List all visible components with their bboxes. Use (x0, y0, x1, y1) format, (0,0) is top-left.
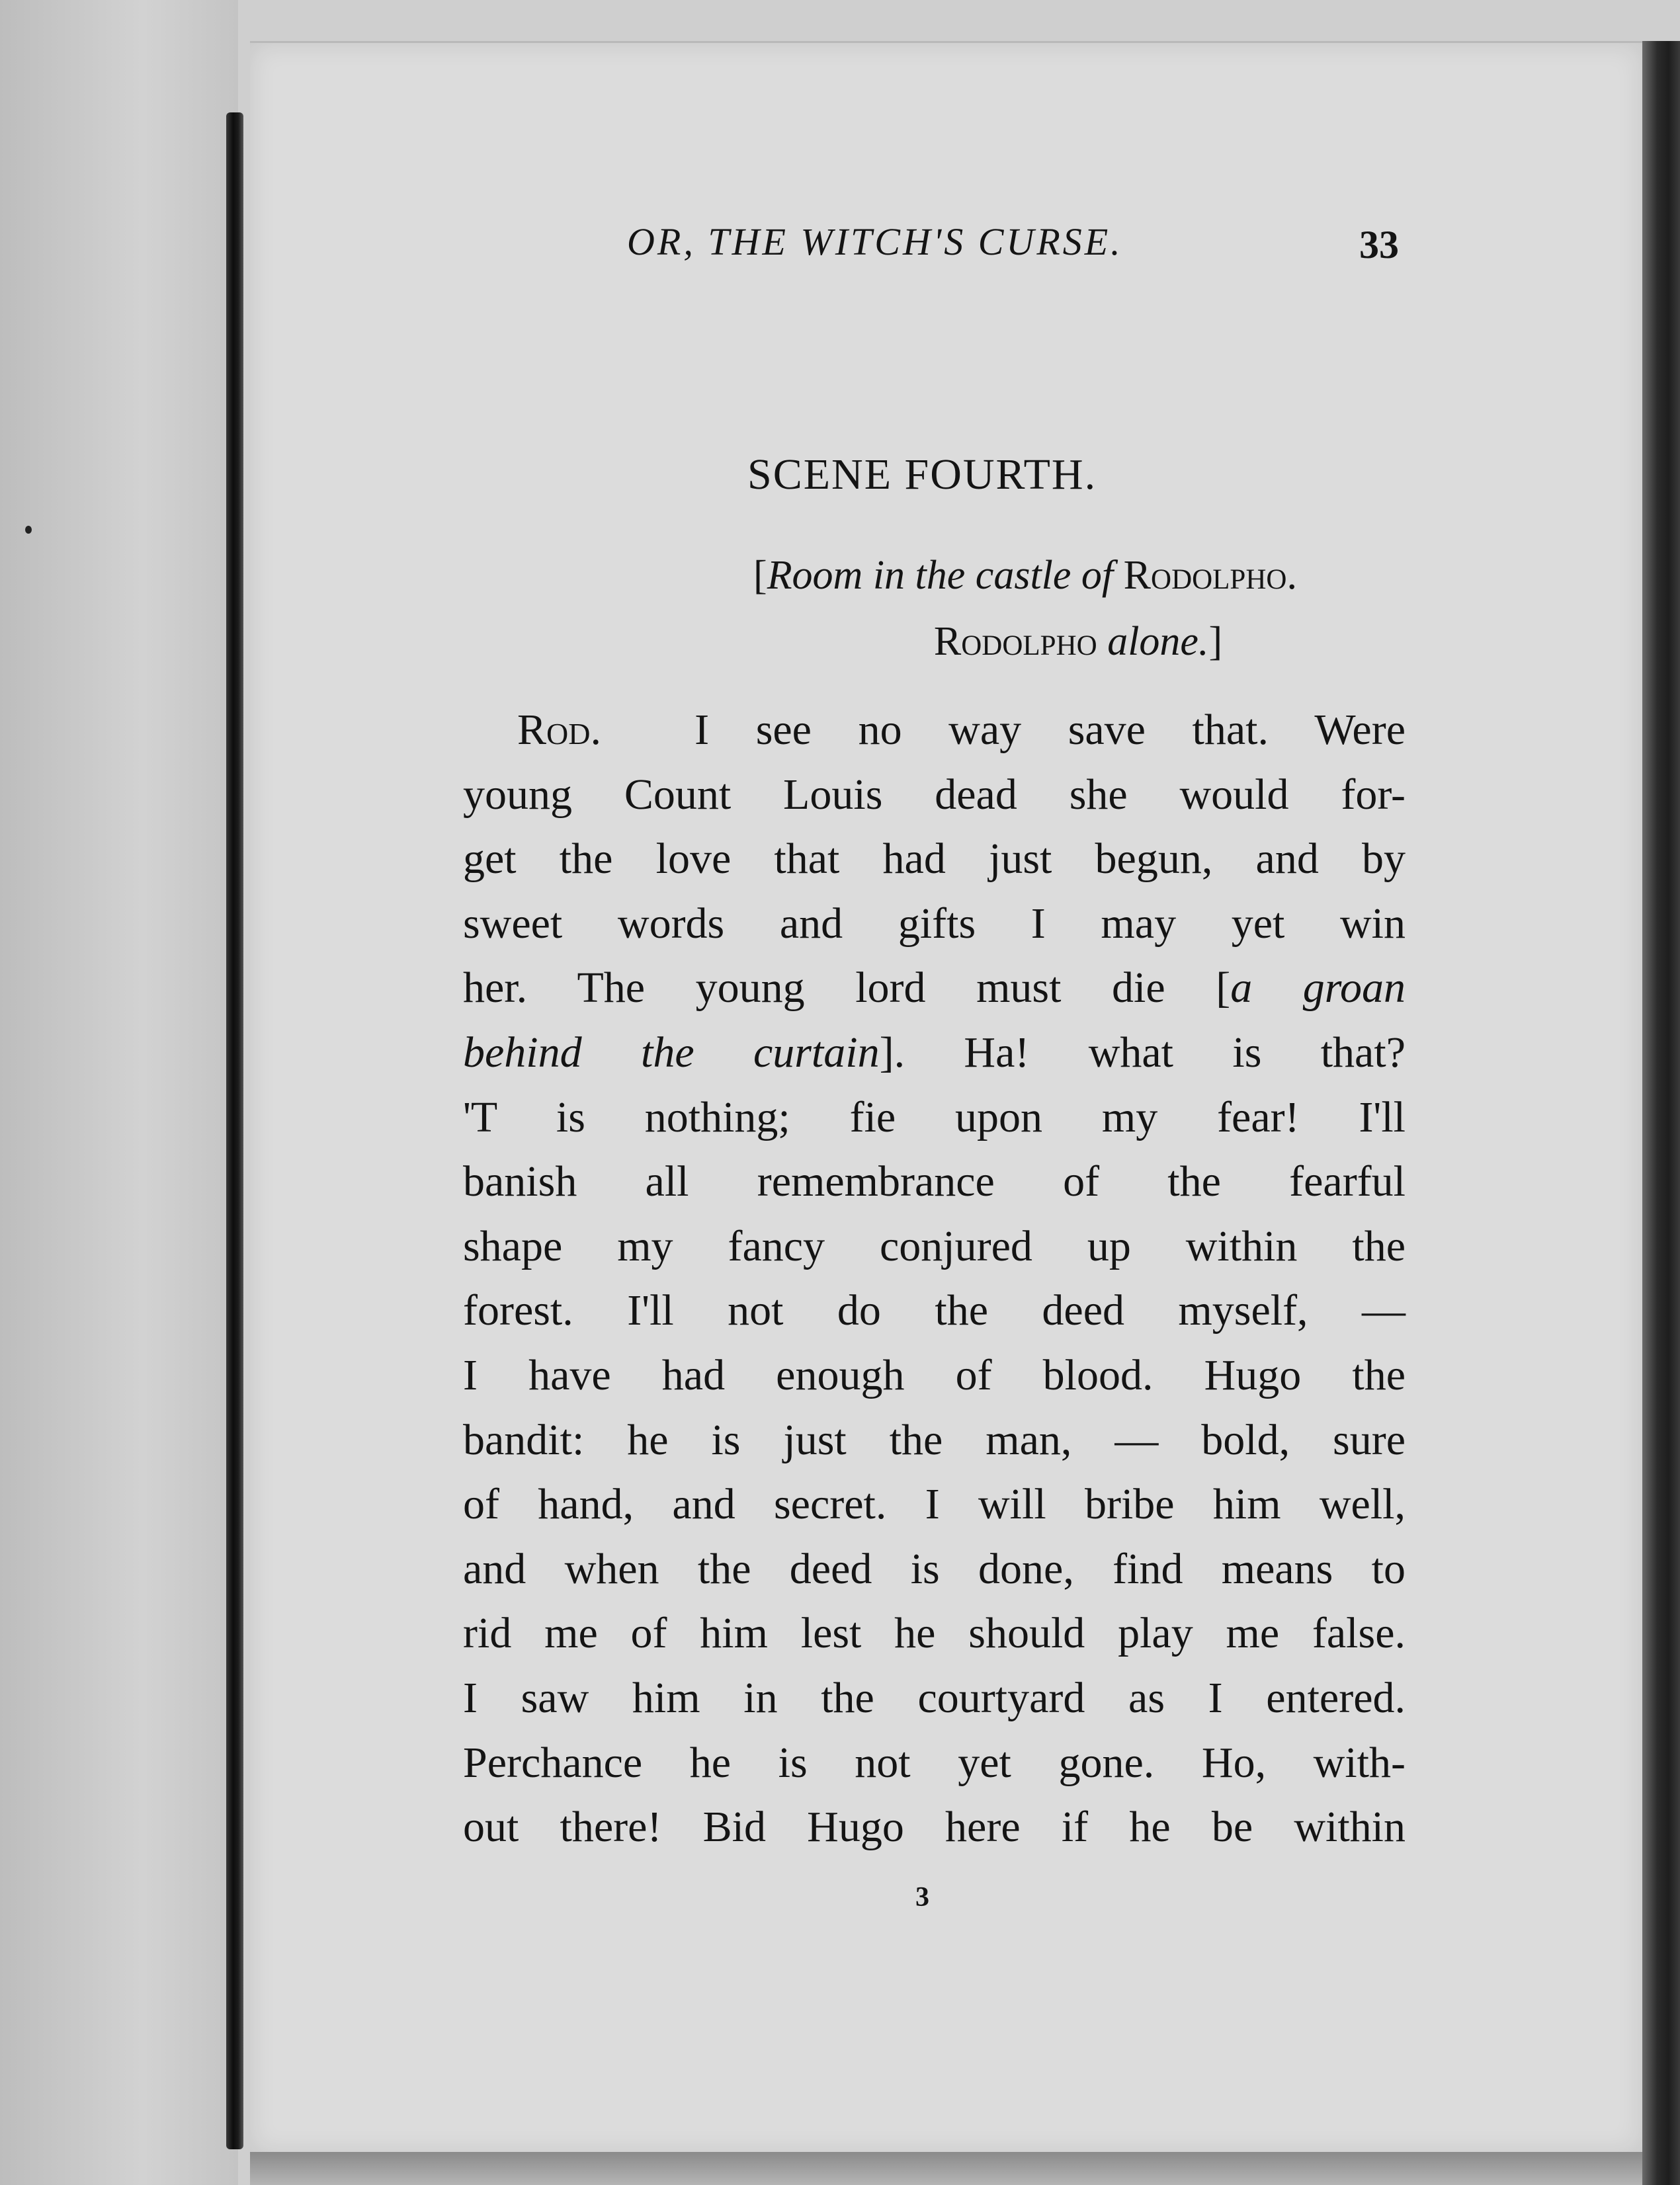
speech-block (463, 698, 1406, 1860)
text-line: and when the deed is done, find means to (463, 1544, 1406, 1593)
running-head: OR, THE WITCH'S CURSE. (627, 220, 1123, 263)
page-number: 33 (1359, 223, 1399, 267)
speaker-name: Rod. (517, 706, 601, 754)
stage-direction-line-1 (463, 542, 1587, 608)
text-line: banish all remembrance of the fearful (463, 1157, 1406, 1206)
text-line: 'T is nothing; fie upon my fear! I'll (463, 1092, 1406, 1141)
text-line: rid me of him lest he should play me false. (463, 1609, 1406, 1658)
text-line: bandit: he is just the man, — bold, sure (463, 1415, 1406, 1464)
character-name: Rodolpho. (1123, 553, 1297, 598)
character-name: Rodolpho (933, 619, 1097, 664)
text-line: sweet words and gifts I may yet win (463, 899, 1406, 948)
stage-direction-italic-1: Room in the castle of (767, 553, 1114, 598)
text-line: her. The young lord must die [a groan (463, 964, 1406, 1012)
previous-page-edge (0, 0, 238, 2185)
text-line: young Count Louis dead she would for- (463, 770, 1406, 819)
text-line: Rod. I see no way save that. Were (517, 706, 1406, 754)
stage-direction-inline: a groan (1230, 964, 1406, 1012)
ink-speck (25, 526, 32, 534)
text-line: of hand, and secret. I will bribe him well, (463, 1480, 1406, 1529)
text-line: behind the curtain]. Ha! what is that? (463, 1028, 1406, 1077)
page-fore-edge (1642, 41, 1680, 2185)
text-line: get the love that had just begun, and by (463, 835, 1406, 884)
text-line: out there! Bid Hugo here if he be within (463, 1803, 1406, 1852)
text-line: shape my fancy conjured up within the (463, 1221, 1406, 1270)
scene-title: SCENE FOURTH. (747, 450, 1097, 499)
text-line: I have had enough of blood. Hugo the (463, 1350, 1406, 1399)
bracket-open: [ (753, 553, 767, 598)
stage-direction-italic-2: alone. (1107, 619, 1209, 664)
text-line: Perchance he is not yet gone. Ho, with- (463, 1738, 1406, 1787)
text-line: forest. I'll not do the deed myself, — (463, 1286, 1406, 1335)
book-binding (226, 112, 243, 2149)
bracket-close: ] (1208, 619, 1223, 664)
page-bottom-shadow (250, 2152, 1642, 2185)
text-line: I saw him in the courtyard as I entered. (463, 1673, 1406, 1722)
signature-mark: 3 (915, 1882, 929, 1913)
stage-direction-inline: behind the curtain (463, 1028, 880, 1077)
stage-direction (463, 542, 1587, 675)
stage-direction-line-2 (463, 608, 1587, 675)
